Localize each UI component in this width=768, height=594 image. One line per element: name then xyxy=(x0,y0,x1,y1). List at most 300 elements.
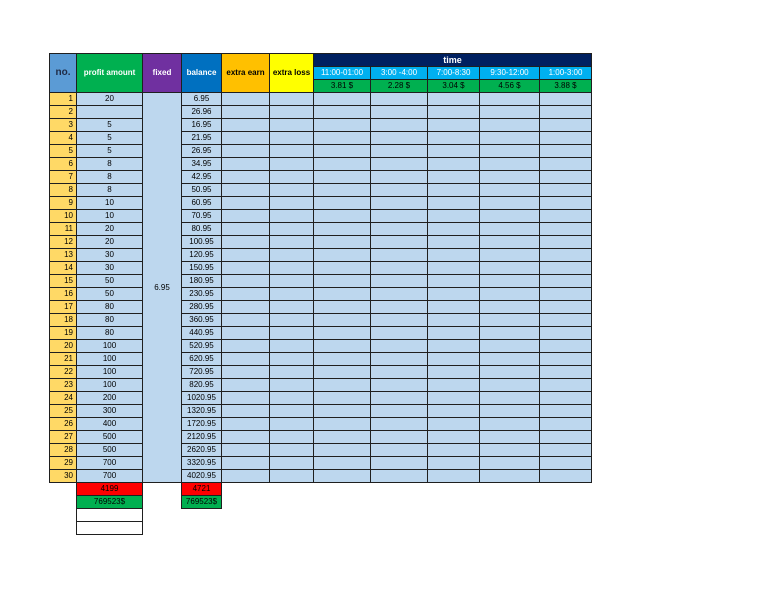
profit-amount-cell[interactable]: 8 xyxy=(77,158,143,171)
balance-cell[interactable]: 180.95 xyxy=(182,275,222,288)
header-balance[interactable]: balance xyxy=(182,54,222,93)
balance-cell[interactable]: 60.95 xyxy=(182,197,222,210)
time-slot-cell[interactable] xyxy=(540,93,592,106)
time-slot-cell[interactable] xyxy=(480,223,540,236)
extra-earn-cell[interactable] xyxy=(222,431,270,444)
time-slot-cell[interactable] xyxy=(480,392,540,405)
extra-loss-cell[interactable] xyxy=(270,106,314,119)
time-slot-cell[interactable] xyxy=(480,119,540,132)
time-slot-cell[interactable] xyxy=(480,444,540,457)
extra-loss-cell[interactable] xyxy=(270,184,314,197)
time-slot-cell[interactable] xyxy=(314,158,371,171)
row-number-cell[interactable]: 6 xyxy=(50,158,77,171)
time-slot-cell[interactable] xyxy=(371,418,428,431)
profit-amount-cell[interactable]: 50 xyxy=(77,275,143,288)
time-slot-cell[interactable] xyxy=(314,210,371,223)
time-slot-cell[interactable] xyxy=(480,132,540,145)
time-slot-cell[interactable] xyxy=(371,405,428,418)
extra-earn-cell[interactable] xyxy=(222,418,270,431)
time-slot-cell[interactable] xyxy=(540,470,592,483)
time-slot-cell[interactable] xyxy=(371,223,428,236)
time-slot-cell[interactable] xyxy=(314,431,371,444)
profit-amount-cell[interactable]: 8 xyxy=(77,184,143,197)
time-slot-cell[interactable] xyxy=(540,236,592,249)
time-slot-cell[interactable] xyxy=(314,93,371,106)
time-slot-cell[interactable] xyxy=(428,418,480,431)
balance-cell[interactable]: 360.95 xyxy=(182,314,222,327)
extra-loss-cell[interactable] xyxy=(270,418,314,431)
row-number-cell[interactable]: 24 xyxy=(50,392,77,405)
time-slot-cell[interactable] xyxy=(314,249,371,262)
time-slot-cell[interactable] xyxy=(480,405,540,418)
header-profit-amount[interactable]: profit amount xyxy=(77,54,143,93)
time-slot-cell[interactable] xyxy=(371,340,428,353)
profit-amount-cell[interactable]: 500 xyxy=(77,431,143,444)
balance-cell[interactable]: 2620.95 xyxy=(182,444,222,457)
time-slot-cell[interactable] xyxy=(428,405,480,418)
time-slot-cell[interactable] xyxy=(314,184,371,197)
time-slot-cell[interactable] xyxy=(428,223,480,236)
extra-loss-cell[interactable] xyxy=(270,288,314,301)
time-slot-cell[interactable] xyxy=(480,210,540,223)
time-slot-cell[interactable] xyxy=(314,340,371,353)
time-slot-cell[interactable] xyxy=(480,366,540,379)
time-slot-cell[interactable] xyxy=(540,301,592,314)
time-slot-cell[interactable] xyxy=(314,171,371,184)
balance-cell[interactable]: 3320.95 xyxy=(182,457,222,470)
time-slot-cell[interactable] xyxy=(480,457,540,470)
time-slot-cell[interactable] xyxy=(540,444,592,457)
balance-cell[interactable]: 520.95 xyxy=(182,340,222,353)
extra-earn-cell[interactable] xyxy=(222,210,270,223)
balance-cell[interactable]: 440.95 xyxy=(182,327,222,340)
extra-earn-cell[interactable] xyxy=(222,145,270,158)
extra-loss-cell[interactable] xyxy=(270,366,314,379)
time-slot-cell[interactable] xyxy=(314,457,371,470)
fixed-value-cell[interactable]: 6.95 xyxy=(143,93,182,483)
row-number-cell[interactable]: 10 xyxy=(50,210,77,223)
time-slot-cell[interactable] xyxy=(428,145,480,158)
time-slot-cell[interactable] xyxy=(428,314,480,327)
time-slot-cell[interactable] xyxy=(428,457,480,470)
extra-loss-cell[interactable] xyxy=(270,145,314,158)
time-slot-cell[interactable] xyxy=(540,197,592,210)
extra-loss-cell[interactable] xyxy=(270,379,314,392)
time-slot-cell[interactable] xyxy=(480,236,540,249)
extra-earn-cell[interactable] xyxy=(222,327,270,340)
time-slot-cell[interactable] xyxy=(371,327,428,340)
row-number-cell[interactable]: 22 xyxy=(50,366,77,379)
time-slot-cell[interactable] xyxy=(371,314,428,327)
time-slot-cell[interactable] xyxy=(428,197,480,210)
extra-earn-cell[interactable] xyxy=(222,444,270,457)
time-slot-cell[interactable] xyxy=(314,275,371,288)
header-no[interactable]: no. xyxy=(50,54,77,93)
time-slot-cell[interactable] xyxy=(371,457,428,470)
time-slot-amount[interactable]: 3.88 $ xyxy=(540,80,592,93)
time-slot-cell[interactable] xyxy=(371,132,428,145)
time-slot-header[interactable]: 7:00-8:30 xyxy=(428,67,480,80)
profit-amount-cell[interactable]: 200 xyxy=(77,392,143,405)
time-slot-cell[interactable] xyxy=(314,262,371,275)
row-number-cell[interactable]: 14 xyxy=(50,262,77,275)
profit-amount-cell[interactable]: 100 xyxy=(77,353,143,366)
time-slot-cell[interactable] xyxy=(480,158,540,171)
time-slot-cell[interactable] xyxy=(371,301,428,314)
profit-amount-cell[interactable]: 5 xyxy=(77,145,143,158)
row-number-cell[interactable]: 25 xyxy=(50,405,77,418)
row-number-cell[interactable]: 18 xyxy=(50,314,77,327)
profit-amount-cell[interactable]: 20 xyxy=(77,236,143,249)
row-number-cell[interactable]: 11 xyxy=(50,223,77,236)
extra-earn-cell[interactable] xyxy=(222,340,270,353)
time-slot-cell[interactable] xyxy=(480,288,540,301)
balance-cell[interactable]: 2120.95 xyxy=(182,431,222,444)
row-number-cell[interactable]: 12 xyxy=(50,236,77,249)
time-slot-cell[interactable] xyxy=(540,405,592,418)
time-slot-cell[interactable] xyxy=(371,210,428,223)
balance-cell[interactable]: 34.95 xyxy=(182,158,222,171)
time-slot-cell[interactable] xyxy=(314,379,371,392)
time-slot-cell[interactable] xyxy=(314,366,371,379)
time-slot-cell[interactable] xyxy=(540,457,592,470)
time-slot-cell[interactable] xyxy=(428,288,480,301)
time-slot-cell[interactable] xyxy=(428,132,480,145)
row-number-cell[interactable]: 9 xyxy=(50,197,77,210)
profit-amount-cell[interactable]: 30 xyxy=(77,249,143,262)
time-slot-cell[interactable] xyxy=(480,353,540,366)
header-time[interactable]: time xyxy=(314,54,592,67)
time-slot-cell[interactable] xyxy=(540,418,592,431)
time-slot-cell[interactable] xyxy=(480,301,540,314)
time-slot-cell[interactable] xyxy=(540,366,592,379)
empty-input-cell[interactable] xyxy=(77,509,143,522)
time-slot-cell[interactable] xyxy=(371,431,428,444)
balance-cell[interactable]: 720.95 xyxy=(182,366,222,379)
time-slot-cell[interactable] xyxy=(540,353,592,366)
time-slot-cell[interactable] xyxy=(428,431,480,444)
profit-amount-cell[interactable] xyxy=(77,106,143,119)
balance-cell[interactable]: 620.95 xyxy=(182,353,222,366)
time-slot-cell[interactable] xyxy=(540,314,592,327)
row-number-cell[interactable]: 17 xyxy=(50,301,77,314)
time-slot-cell[interactable] xyxy=(428,392,480,405)
profit-amount-cell[interactable]: 10 xyxy=(77,210,143,223)
time-slot-cell[interactable] xyxy=(428,379,480,392)
row-number-cell[interactable]: 1 xyxy=(50,93,77,106)
time-slot-header[interactable]: 3:00 -4:00 xyxy=(371,67,428,80)
row-number-cell[interactable]: 26 xyxy=(50,418,77,431)
profit-amount-cell[interactable]: 400 xyxy=(77,418,143,431)
profit-amount-cell[interactable]: 500 xyxy=(77,444,143,457)
extra-earn-cell[interactable] xyxy=(222,262,270,275)
profit-converted-cell[interactable]: 769523$ xyxy=(77,496,143,509)
row-number-cell[interactable]: 27 xyxy=(50,431,77,444)
time-slot-header[interactable]: 9:30-12:00 xyxy=(480,67,540,80)
time-slot-cell[interactable] xyxy=(480,184,540,197)
row-number-cell[interactable]: 3 xyxy=(50,119,77,132)
profit-amount-cell[interactable]: 80 xyxy=(77,301,143,314)
time-slot-cell[interactable] xyxy=(428,340,480,353)
balance-converted-cell[interactable]: 769523$ xyxy=(182,496,222,509)
header-fixed[interactable]: fixed xyxy=(143,54,182,93)
time-slot-cell[interactable] xyxy=(371,158,428,171)
balance-cell[interactable]: 50.95 xyxy=(182,184,222,197)
extra-earn-cell[interactable] xyxy=(222,314,270,327)
time-slot-cell[interactable] xyxy=(428,327,480,340)
time-slot-cell[interactable] xyxy=(540,145,592,158)
extra-loss-cell[interactable] xyxy=(270,262,314,275)
row-number-cell[interactable]: 2 xyxy=(50,106,77,119)
time-slot-cell[interactable] xyxy=(314,470,371,483)
row-number-cell[interactable]: 23 xyxy=(50,379,77,392)
time-slot-amount[interactable]: 4.56 $ xyxy=(480,80,540,93)
profit-amount-cell[interactable]: 100 xyxy=(77,340,143,353)
time-slot-cell[interactable] xyxy=(540,431,592,444)
time-slot-cell[interactable] xyxy=(314,106,371,119)
row-number-cell[interactable]: 29 xyxy=(50,457,77,470)
time-slot-cell[interactable] xyxy=(371,236,428,249)
time-slot-cell[interactable] xyxy=(540,392,592,405)
time-slot-cell[interactable] xyxy=(480,145,540,158)
row-number-cell[interactable]: 4 xyxy=(50,132,77,145)
time-slot-cell[interactable] xyxy=(428,236,480,249)
extra-earn-cell[interactable] xyxy=(222,457,270,470)
time-slot-cell[interactable] xyxy=(540,223,592,236)
time-slot-cell[interactable] xyxy=(480,327,540,340)
time-slot-cell[interactable] xyxy=(540,184,592,197)
row-number-cell[interactable]: 19 xyxy=(50,327,77,340)
extra-loss-cell[interactable] xyxy=(270,405,314,418)
extra-earn-cell[interactable] xyxy=(222,184,270,197)
time-slot-cell[interactable] xyxy=(314,444,371,457)
header-extra-loss[interactable]: extra loss xyxy=(270,54,314,93)
extra-loss-cell[interactable] xyxy=(270,93,314,106)
extra-loss-cell[interactable] xyxy=(270,223,314,236)
balance-cell[interactable]: 26.96 xyxy=(182,106,222,119)
time-slot-cell[interactable] xyxy=(371,106,428,119)
time-slot-cell[interactable] xyxy=(314,353,371,366)
extra-loss-cell[interactable] xyxy=(270,275,314,288)
extra-earn-cell[interactable] xyxy=(222,158,270,171)
extra-earn-cell[interactable] xyxy=(222,405,270,418)
time-slot-cell[interactable] xyxy=(428,275,480,288)
time-slot-cell[interactable] xyxy=(314,405,371,418)
time-slot-cell[interactable] xyxy=(480,314,540,327)
row-number-cell[interactable]: 5 xyxy=(50,145,77,158)
balance-cell[interactable]: 4020.95 xyxy=(182,470,222,483)
extra-loss-cell[interactable] xyxy=(270,119,314,132)
extra-earn-cell[interactable] xyxy=(222,197,270,210)
extra-earn-cell[interactable] xyxy=(222,470,270,483)
extra-loss-cell[interactable] xyxy=(270,236,314,249)
extra-loss-cell[interactable] xyxy=(270,301,314,314)
extra-loss-cell[interactable] xyxy=(270,444,314,457)
balance-cell[interactable]: 820.95 xyxy=(182,379,222,392)
profit-amount-cell[interactable]: 10 xyxy=(77,197,143,210)
balance-cell[interactable]: 16.95 xyxy=(182,119,222,132)
extra-loss-cell[interactable] xyxy=(270,353,314,366)
time-slot-cell[interactable] xyxy=(540,327,592,340)
profit-amount-cell[interactable]: 8 xyxy=(77,171,143,184)
extra-earn-cell[interactable] xyxy=(222,288,270,301)
empty-input-cell[interactable] xyxy=(77,522,143,535)
extra-loss-cell[interactable] xyxy=(270,249,314,262)
balance-cell[interactable]: 26.95 xyxy=(182,145,222,158)
time-slot-cell[interactable] xyxy=(371,184,428,197)
balance-cell[interactable]: 120.95 xyxy=(182,249,222,262)
time-slot-cell[interactable] xyxy=(540,210,592,223)
time-slot-cell[interactable] xyxy=(540,262,592,275)
time-slot-cell[interactable] xyxy=(314,236,371,249)
extra-earn-cell[interactable] xyxy=(222,106,270,119)
extra-loss-cell[interactable] xyxy=(270,431,314,444)
extra-earn-cell[interactable] xyxy=(222,93,270,106)
time-slot-cell[interactable] xyxy=(480,470,540,483)
time-slot-cell[interactable] xyxy=(371,392,428,405)
time-slot-cell[interactable] xyxy=(314,327,371,340)
time-slot-cell[interactable] xyxy=(371,93,428,106)
row-number-cell[interactable]: 28 xyxy=(50,444,77,457)
balance-cell[interactable]: 42.95 xyxy=(182,171,222,184)
row-number-cell[interactable]: 8 xyxy=(50,184,77,197)
row-number-cell[interactable]: 15 xyxy=(50,275,77,288)
time-slot-cell[interactable] xyxy=(428,158,480,171)
time-slot-header[interactable]: 11:00-01:00 xyxy=(314,67,371,80)
time-slot-cell[interactable] xyxy=(371,145,428,158)
time-slot-cell[interactable] xyxy=(314,301,371,314)
time-slot-cell[interactable] xyxy=(371,119,428,132)
time-slot-cell[interactable] xyxy=(428,171,480,184)
extra-earn-cell[interactable] xyxy=(222,366,270,379)
time-slot-cell[interactable] xyxy=(428,470,480,483)
extra-loss-cell[interactable] xyxy=(270,327,314,340)
time-slot-amount[interactable]: 3.04 $ xyxy=(428,80,480,93)
time-slot-cell[interactable] xyxy=(314,288,371,301)
balance-cell[interactable]: 100.95 xyxy=(182,236,222,249)
extra-earn-cell[interactable] xyxy=(222,392,270,405)
time-slot-amount[interactable]: 2.28 $ xyxy=(371,80,428,93)
time-slot-cell[interactable] xyxy=(540,275,592,288)
time-slot-cell[interactable] xyxy=(314,197,371,210)
time-slot-cell[interactable] xyxy=(428,249,480,262)
extra-loss-cell[interactable] xyxy=(270,210,314,223)
time-slot-cell[interactable] xyxy=(540,340,592,353)
time-slot-cell[interactable] xyxy=(540,288,592,301)
extra-earn-cell[interactable] xyxy=(222,119,270,132)
header-extra-earn[interactable]: extra earn xyxy=(222,54,270,93)
row-number-cell[interactable]: 7 xyxy=(50,171,77,184)
balance-cell[interactable]: 21.95 xyxy=(182,132,222,145)
time-slot-cell[interactable] xyxy=(480,249,540,262)
time-slot-cell[interactable] xyxy=(480,262,540,275)
row-number-cell[interactable]: 16 xyxy=(50,288,77,301)
time-slot-header[interactable]: 1:00-3:00 xyxy=(540,67,592,80)
time-slot-cell[interactable] xyxy=(314,132,371,145)
profit-amount-cell[interactable]: 30 xyxy=(77,262,143,275)
row-number-cell[interactable]: 21 xyxy=(50,353,77,366)
profit-amount-cell[interactable]: 20 xyxy=(77,93,143,106)
time-slot-cell[interactable] xyxy=(371,262,428,275)
extra-loss-cell[interactable] xyxy=(270,470,314,483)
extra-loss-cell[interactable] xyxy=(270,340,314,353)
time-slot-cell[interactable] xyxy=(428,353,480,366)
time-slot-cell[interactable] xyxy=(314,392,371,405)
time-slot-cell[interactable] xyxy=(480,340,540,353)
time-slot-cell[interactable] xyxy=(480,431,540,444)
time-slot-cell[interactable] xyxy=(480,93,540,106)
time-slot-cell[interactable] xyxy=(540,119,592,132)
balance-cell[interactable]: 280.95 xyxy=(182,301,222,314)
balance-cell[interactable]: 150.95 xyxy=(182,262,222,275)
extra-loss-cell[interactable] xyxy=(270,457,314,470)
profit-total-cell[interactable]: 4199 xyxy=(77,483,143,496)
time-slot-cell[interactable] xyxy=(540,171,592,184)
time-slot-cell[interactable] xyxy=(371,171,428,184)
time-slot-cell[interactable] xyxy=(314,418,371,431)
time-slot-cell[interactable] xyxy=(480,106,540,119)
extra-earn-cell[interactable] xyxy=(222,353,270,366)
time-slot-cell[interactable] xyxy=(371,197,428,210)
time-slot-cell[interactable] xyxy=(428,210,480,223)
time-slot-cell[interactable] xyxy=(371,353,428,366)
time-slot-cell[interactable] xyxy=(371,470,428,483)
profit-amount-cell[interactable]: 80 xyxy=(77,314,143,327)
balance-cell[interactable]: 1320.95 xyxy=(182,405,222,418)
time-slot-cell[interactable] xyxy=(428,119,480,132)
time-slot-cell[interactable] xyxy=(371,288,428,301)
time-slot-cell[interactable] xyxy=(540,132,592,145)
balance-cell[interactable]: 230.95 xyxy=(182,288,222,301)
balance-cell[interactable]: 80.95 xyxy=(182,223,222,236)
extra-loss-cell[interactable] xyxy=(270,197,314,210)
balance-cell[interactable]: 1020.95 xyxy=(182,392,222,405)
profit-amount-cell[interactable]: 20 xyxy=(77,223,143,236)
time-slot-cell[interactable] xyxy=(540,249,592,262)
extra-earn-cell[interactable] xyxy=(222,301,270,314)
extra-earn-cell[interactable] xyxy=(222,379,270,392)
profit-amount-cell[interactable]: 700 xyxy=(77,457,143,470)
time-slot-cell[interactable] xyxy=(371,249,428,262)
extra-earn-cell[interactable] xyxy=(222,132,270,145)
time-slot-cell[interactable] xyxy=(371,379,428,392)
extra-earn-cell[interactable] xyxy=(222,249,270,262)
balance-total-cell[interactable]: 4721 xyxy=(182,483,222,496)
time-slot-cell[interactable] xyxy=(428,262,480,275)
row-number-cell[interactable]: 13 xyxy=(50,249,77,262)
time-slot-cell[interactable] xyxy=(480,197,540,210)
extra-loss-cell[interactable] xyxy=(270,171,314,184)
balance-cell[interactable]: 1720.95 xyxy=(182,418,222,431)
balance-cell[interactable]: 6.95 xyxy=(182,93,222,106)
profit-amount-cell[interactable]: 80 xyxy=(77,327,143,340)
time-slot-cell[interactable] xyxy=(480,379,540,392)
profit-amount-cell[interactable]: 50 xyxy=(77,288,143,301)
profit-amount-cell[interactable]: 700 xyxy=(77,470,143,483)
time-slot-cell[interactable] xyxy=(371,366,428,379)
row-number-cell[interactable]: 30 xyxy=(50,470,77,483)
profit-amount-cell[interactable]: 100 xyxy=(77,366,143,379)
time-slot-cell[interactable] xyxy=(480,171,540,184)
extra-earn-cell[interactable] xyxy=(222,275,270,288)
profit-amount-cell[interactable]: 300 xyxy=(77,405,143,418)
profit-amount-cell[interactable]: 5 xyxy=(77,119,143,132)
extra-loss-cell[interactable] xyxy=(270,314,314,327)
time-slot-cell[interactable] xyxy=(428,93,480,106)
time-slot-cell[interactable] xyxy=(371,444,428,457)
time-slot-cell[interactable] xyxy=(428,106,480,119)
time-slot-cell[interactable] xyxy=(314,145,371,158)
